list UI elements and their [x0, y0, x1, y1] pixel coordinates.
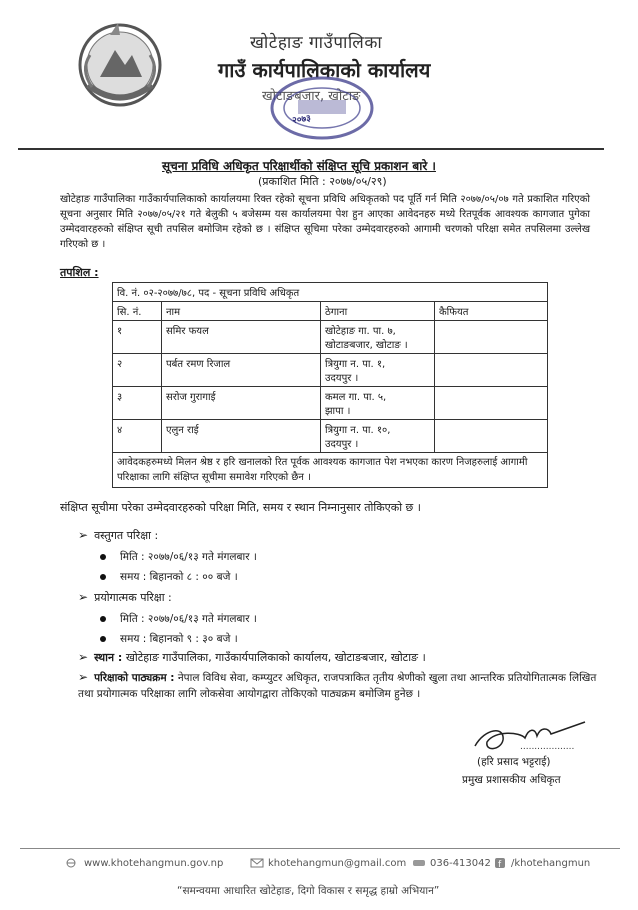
bullet-icon [100, 574, 106, 580]
cell-address: त्रियुगा न. पा. १०, उदयपुर । [321, 420, 435, 453]
arrow-icon: ➢ [78, 670, 89, 684]
arrow-icon: ➢ [78, 650, 89, 664]
table-row [113, 321, 548, 354]
cell-sn: १ [113, 321, 162, 354]
nepal-emblem-logo [70, 15, 170, 110]
col-sn: सि. नं. [113, 302, 162, 321]
cell-sn: ३ [113, 387, 162, 420]
schedule-intro: संक्षिप्त सूचीमा परेका उम्मेदवारहरुको परिक्षा मिति, समय र स्थान निम्नानुसार तोकिएको छ । [60, 501, 421, 514]
bullet-icon [100, 616, 106, 622]
cell-address: त्रियुगा न. पा. १, उदयपुर । [321, 354, 435, 387]
table-row [113, 387, 548, 420]
footer-website[interactable]: www.khotehangmun.gov.np [66, 858, 223, 869]
cell-remarks [435, 420, 548, 453]
cell-sn: २ [113, 354, 162, 387]
notice-subject: सूचना प्रविधि अधिकृत परिक्षार्थीको संक्षिप्त सूचि प्रकाशन बारे । [162, 159, 436, 173]
objective-time: समय : बिहानको ८ : ०० बजे । [100, 570, 238, 584]
venue: ➢ स्थान : खोटेहाङ गाउँपालिका, गाउँकार्यपालिकाको कार्यालय, खोटाङबजार, खोटाङ । [78, 650, 426, 664]
official-stamp [268, 72, 376, 144]
cell-name: एलुन राई [162, 420, 321, 453]
signature-dots: ................... [520, 742, 575, 752]
published-date: (प्रकाशित मिति : २०७७/०५/२९) [258, 175, 387, 188]
footer-slogan: “समन्वयमा आधारित खोटेहाङ, दिगो विकास र समृद्ध हाम्रो अभियान” [177, 885, 440, 897]
footer-phone[interactable]: 036-413042 [412, 858, 491, 869]
cell-sn: ४ [113, 420, 162, 453]
stamp-year: २०७३ [291, 113, 312, 127]
cell-remarks [435, 387, 548, 420]
table-row [113, 420, 548, 453]
syllabus: ➢ परिक्षाको पाठ्यक्रम : नेपाल विविध सेवा, कम्प्युटर अधिकृत, राजपत्राकित तृतीय श्रेणीको खुला तथा आन्तरिक प्रतियोगितात्मक लिखित तथा प्रयोगात्मक परिक्षाका लागि लोकसेवा आयोगद्वारा तोकिएको पाठ्यक्रम बमोजिम हुनेछ । [78, 670, 597, 700]
cell-address: कमल गा. पा. ५, झापा । [321, 387, 435, 420]
cell-address: खोटेहाङ गा. पा. ७, खोटाङबजार, खोटाङ । [321, 321, 435, 354]
bullet-icon [100, 554, 106, 560]
practical-exam: ➢ प्रयोगात्मक परिक्षा : [78, 590, 172, 604]
objective-date: मिति : २०७७/०६/१३ गते मंगलबार । [100, 550, 257, 564]
col-address: ठेगाना [321, 302, 435, 321]
col-name: नाम [162, 302, 321, 321]
footer-divider [20, 848, 620, 849]
cell-name: समिर फयल [162, 321, 321, 354]
facebook-icon [493, 858, 507, 868]
footer-email[interactable]: khotehangmun@gmail.com [250, 858, 406, 869]
bullet-icon [100, 636, 106, 642]
mail-icon [250, 858, 264, 868]
cell-remarks [435, 354, 548, 387]
cell-remarks [435, 321, 548, 354]
practical-date: मिति : २०७७/०६/१३ गते मंगलबार । [100, 612, 257, 626]
cell-name: पर्बत रमण रिजाल [162, 354, 321, 387]
signatory-name: (हरि प्रसाद भट्टराई) [477, 756, 551, 768]
notice-paragraph: खोटेहाङ गाउँपालिका गाउँकार्यपालिकाको कार्यालयमा रिक्त रहेको सूचना प्रविधि अधिकृतको पद पूर्ति गर्न मिति २०७७/०५/०७ गते प्रकाशित गरिएको सूचना अनुसार मिति २०७७/०५/२१ गते बेलुकी ५ बजेसम्म यस कार्यालयमा पेश हुन आएका आवेदनहरु मध्ये रितपूर्वक आवश्यक कागजात पुगेका उम्मेदवारहरुको संक्षिप्त सूची तपसिल बमोजिम रहेको छ । संक्षिप्त सूचिमा परेका उम्मेदवारहरुको आगामी चरणको परिक्षा समेत तपसिलमा उल्लेख गरिएको छ । [60, 194, 590, 250]
objective-exam: ➢ वस्तुगत परिक्षा : [78, 528, 159, 542]
table-note: आवेदकहरुमध्ये मिलन श्रेष्ठ र हरि खनालको रित पूर्वक आवश्यक कागजात पेश नभएका कारण निजहरुलाई आगामी परिक्षाका लागि संक्षिप्त सूचीमा समावेश गरिएको छैन । [113, 453, 548, 488]
office-address: खोटाङबजार, खोटाङ [262, 89, 361, 104]
candidate-table [112, 282, 548, 488]
globe-icon [66, 858, 80, 868]
table-caption: वि. नं. ०२-२०७७/७८, पद - सूचना प्रविधि अधिकृत [113, 283, 548, 302]
phone-icon [412, 858, 426, 868]
tapasil-label: तपशिल : [60, 266, 99, 279]
practical-time: समय : बिहानको ९ : ३० बजे । [100, 632, 238, 646]
footer-facebook[interactable]: f /khotehangmun [493, 858, 590, 869]
office-name: खोटेहाङ गाउँपालिका [250, 33, 383, 53]
table-row [113, 354, 548, 387]
arrow-icon: ➢ [78, 528, 89, 542]
col-remarks: कैफियत [435, 302, 548, 321]
cell-name: सरोज गुरागाई [162, 387, 321, 420]
signatory-title: प्रमुख प्रशासकीय अधिकृत [462, 774, 561, 786]
signature-scribble [465, 718, 595, 758]
office-title: गाउँ कार्यपालिकाको कार्यालय [218, 58, 431, 82]
header-divider [18, 148, 604, 150]
arrow-icon: ➢ [78, 590, 89, 604]
svg-text:f: f [498, 860, 502, 868]
